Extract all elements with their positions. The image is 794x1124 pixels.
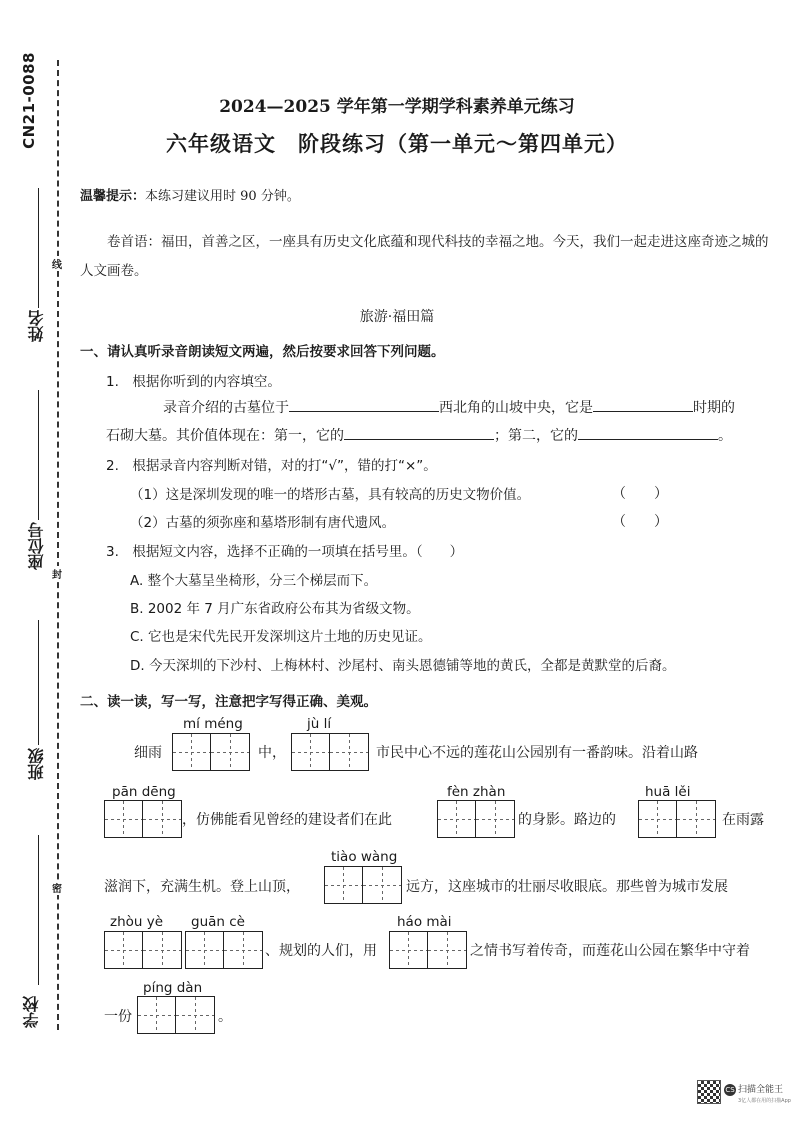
passage-text-7: 滋润下，充满生机。登上山顶， <box>104 879 300 895</box>
seal-seal-mark: 封 <box>52 566 62 581</box>
part2-heading: 二、读一读，写一写，注意把字写得正确、美观。 <box>80 694 377 710</box>
seal-dense-mark: 密 <box>52 880 62 895</box>
grid-hua-lei[interactable] <box>638 800 716 838</box>
blank-value-2[interactable] <box>578 425 718 440</box>
q3-option-a: A. 整个大墓呈坐椅形，分三个梯层而下。 <box>130 573 378 589</box>
seal-line-mark: 线 <box>52 256 62 271</box>
pinyin-tiao-wang: tiào wàng <box>331 849 398 865</box>
grid-pan-deng[interactable] <box>104 800 182 838</box>
passage-text-5: 的身影。路边的 <box>518 812 616 828</box>
preface-paragraph: 卷首语：福田，首善之区，一座具有历史文化底蕴和现代科技的幸福之地。今天，我们一起走进这座奇迹之城的人文画卷。 <box>80 234 769 279</box>
warm-tip-text: 本练习建议用时 90 分钟。 <box>145 189 300 204</box>
grid-ping-dan[interactable] <box>137 996 215 1034</box>
passage-text-11: 一份 <box>104 1009 132 1025</box>
qr-code-icon <box>697 1080 721 1104</box>
pinyin-ju-li: jù lí <box>307 716 332 732</box>
q2-item-1: （1）这是深圳发现的唯一的塔形古墓，具有较高的历史文物价值。 <box>130 487 531 503</box>
passage-text-3: 市民中心不远的莲花山公园别有一番韵味。沿着山路 <box>376 745 698 761</box>
passage-text-8: 远方，这座城市的壮丽尽收眼底。那些曾为城市发展 <box>406 879 728 895</box>
part1-heading: 一、请认真听录音朗读短文两遍，然后按要求回答下列问题。 <box>80 344 445 360</box>
pinyin-mi-meng: mí méng <box>183 716 243 732</box>
grid-mi-meng[interactable] <box>172 733 250 771</box>
name-label: 姓名 <box>27 310 46 342</box>
blank-period[interactable] <box>593 397 693 412</box>
blank-value-1[interactable] <box>344 425 494 440</box>
q3-label: 3. 根据短文内容，选择不正确的一项填在括号里。（ ） <box>106 544 464 560</box>
q1-text-f: 。 <box>718 428 732 444</box>
q2-answer-1[interactable]: （ ） <box>612 486 668 502</box>
pinyin-hua-lei: huā lěi <box>645 784 691 800</box>
grid-hao-mai[interactable] <box>389 931 467 969</box>
exam-subtitle: 六年级语文 阶段练习（第一单元～第四单元） <box>166 131 628 156</box>
grid-fen-zhan[interactable] <box>437 800 515 838</box>
seat-label: 座位号 <box>27 522 46 570</box>
q2-answer-2[interactable]: （ ） <box>612 514 668 530</box>
q3-option-c: C. 它也是宋代先民开发深圳这片土地的历史见证。 <box>130 629 432 645</box>
school-label: 学校 <box>22 996 41 1028</box>
pinyin-ping-dan: píng dàn <box>143 980 203 996</box>
q1-line1 <box>163 397 735 417</box>
passage-text-1: 细雨 <box>134 745 162 761</box>
scanner-watermark <box>724 1082 783 1096</box>
pinyin-fen-zhan: fèn zhàn <box>447 784 506 800</box>
grid-zhou-ye[interactable] <box>104 931 182 969</box>
section-title: 旅游·福田篇 <box>359 309 435 325</box>
passage-text-9: 、规划的人们，用 <box>265 943 377 959</box>
pinyin-zhou-ye: zhòu yè <box>110 914 164 930</box>
scanner-logo-icon: CS <box>725 1085 735 1094</box>
q1-text-c: 时期的 <box>693 400 735 416</box>
blank-location[interactable] <box>289 397 439 412</box>
scanner-name: 扫描全能王 <box>738 1085 784 1095</box>
document-code: CN21-0088 <box>20 52 38 149</box>
grid-tiao-wang[interactable] <box>324 866 402 904</box>
school-write-line <box>38 835 39 985</box>
passage-text-4: ，仿佛能看见曾经的建设者们在此 <box>182 812 392 828</box>
q1-text-a: 录音介绍的古墓位于 <box>163 400 289 416</box>
pinyin-hao-mai: háo mài <box>397 914 452 930</box>
warm-tip-label: 温馨提示： <box>80 189 146 204</box>
grid-ju-li[interactable] <box>291 733 369 771</box>
q1-text-d: 石砌大墓。其价值体现在：第一，它的 <box>106 428 344 444</box>
class-label: 班级 <box>27 748 46 780</box>
grid-guan-ce[interactable] <box>185 931 263 969</box>
scanner-subtitle: 3亿人都在用的扫描App <box>738 1098 791 1104</box>
passage-text-12: 。 <box>218 1009 232 1025</box>
class-write-line <box>38 620 39 745</box>
passage-text-6: 在雨露 <box>722 812 764 828</box>
passage-text-2: 中， <box>258 745 286 761</box>
q1-text-b: 西北角的山坡中央，它是 <box>439 400 593 416</box>
q2-item-2: （2）古墓的须弥座和墓塔形制有唐代遗风。 <box>130 515 396 531</box>
name-write-line <box>38 188 39 308</box>
q1-line2 <box>106 425 732 445</box>
q1-text-e: ；第二，它的 <box>494 428 578 444</box>
q1-label: 1. 根据你听到的内容填空。 <box>106 374 281 390</box>
pinyin-pan-deng: pān dēng <box>112 784 176 800</box>
passage-text-10: 之情书写着传奇，而莲花山公园在繁华中守着 <box>470 943 750 959</box>
exam-title: 2024—2025 学年第一学期学科素养单元练习 <box>219 97 575 117</box>
q3-option-d: D. 今天深圳的下沙村、上梅林村、沙尾村、南头恩德铺等地的黄氏，全都是黄默堂的后裔。 <box>130 658 676 674</box>
pinyin-guan-ce: guān cè <box>191 914 245 930</box>
warm-tip <box>80 185 300 204</box>
seat-write-line <box>38 390 39 520</box>
q2-label: 2. 根据录音内容判断对错，对的打“√”，错的打“×”。 <box>106 458 437 474</box>
q3-option-b: B. 2002 年 7 月广东省政府公布其为省级文物。 <box>130 601 420 617</box>
